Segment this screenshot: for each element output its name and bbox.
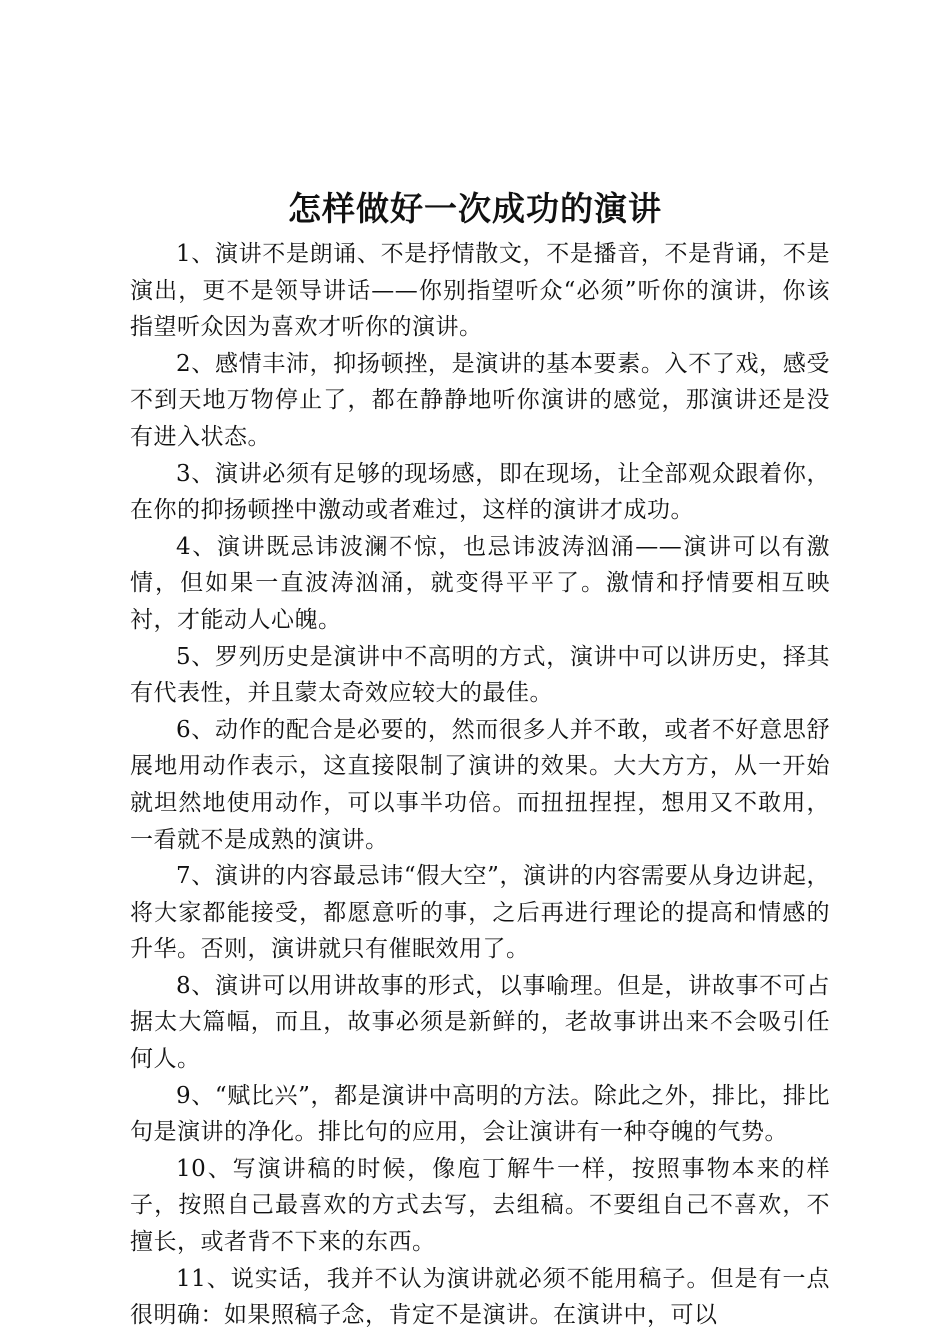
paragraph-2: 2、感情丰沛，抑扬顿挫，是演讲的基本要素。入不了戏，感受不到天地万物停止了，都在静静地听你演讲的感觉，那演讲还是没有进入状态。 (130, 350, 830, 450)
paragraph-1: 1、演讲不是朗诵、不是抒情散文，不是播音，不是背诵，不是演出，更不是领导讲话——你别指望听众“必须”听你的演讲，你该指望听众因为喜欢才听你的演讲。 (130, 241, 830, 341)
document-body (130, 236, 830, 1334)
paragraph-6: 6、动作的配合是必要的，然而很多人并不敢，或者不好意思舒展地用动作表示，这直接限制了演讲的效果。大大方方，从一开始就坦然地使用动作，可以事半功倍。而扭扭捏捏，想用又不敢用，一看就不是成熟的演讲。 (130, 716, 830, 853)
paragraph-5: 5、罗列历史是演讲中不高明的方式，演讲中可以讲历史，择其有代表性，并且蒙太奇效应较大的最佳。 (130, 643, 830, 707)
paragraph-4: 4、演讲既忌讳波澜不惊，也忌讳波涛汹涌——演讲可以有激情，但如果一直波涛汹涌，就变得平平了。激情和抒情要相互映衬，才能动人心魄。 (130, 533, 830, 633)
paragraph-3: 3、演讲必须有足够的现场感，即在现场，让全部观众跟着你，在你的抑扬顿挫中激动或者难过，这样的演讲才成功。 (130, 460, 830, 524)
paragraph-10: 10、写演讲稿的时候，像庖丁解牛一样，按照事物本来的样子，按照自己最喜欢的方式去写，去组稿。不要组自己不喜欢，不擅长，或者背不下来的东西。 (130, 1155, 830, 1256)
paragraph-8: 8、演讲可以用讲故事的形式，以事喻理。但是，讲故事不可占据太大篇幅，而且，故事必须是新鲜的，老故事讲出来不会吸引任何人。 (130, 972, 830, 1073)
paragraph-11: 11、说实话，我并不认为演讲就必须不能用稿子。但是有一点很明确：如果照稿子念，肯定不是演讲。在演讲中，可以 (130, 1265, 830, 1329)
document-title: 怎样做好一次成功的演讲 (288, 189, 662, 228)
paragraph-7: 7、演讲的内容最忌讳“假大空”，演讲的内容需要从身边讲起，将大家都能接受，都愿意听的事，之后再进行理论的提高和情感的升华。否则，演讲就只有催眠效用了。 (130, 863, 830, 963)
paragraph-9: 9、“赋比兴”，都是演讲中高明的方法。除此之外，排比，排比句是演讲的净化。排比句的应用，会让演讲有一种夺魄的气势。 (130, 1082, 830, 1146)
